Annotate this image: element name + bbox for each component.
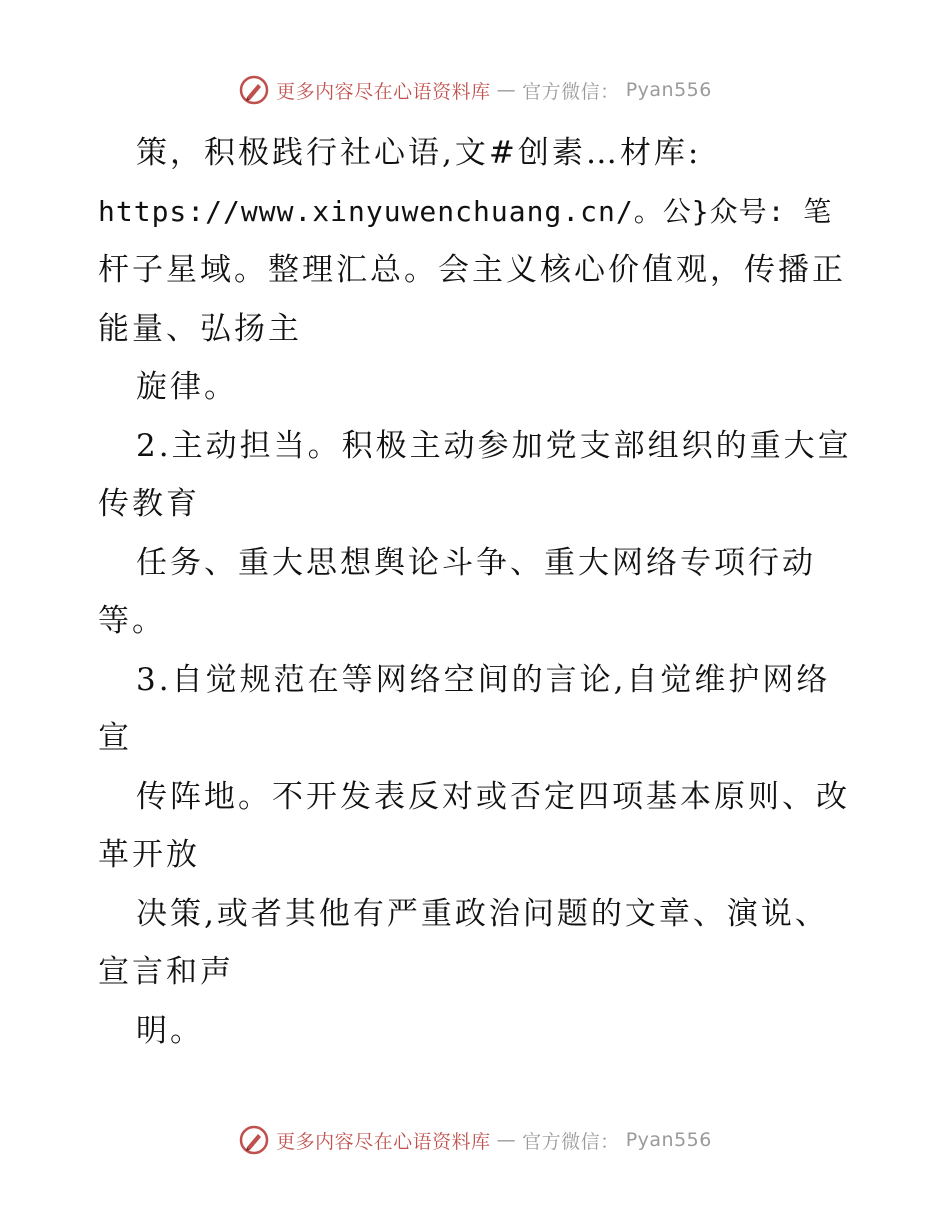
body-line: 2.主动担当。积极主动参加党支部组织的重大宣 [136, 427, 852, 464]
header-banner [0, 70, 950, 110]
pen-logo-icon [238, 1124, 270, 1156]
pen-logo-icon [238, 74, 270, 106]
body-line: 宣 [98, 720, 132, 756]
body-line: 决策,或者其他有严重政治问题的文章、演说、 [136, 895, 829, 932]
body-line: 传教育 [98, 486, 200, 522]
footer-banner [0, 1120, 950, 1160]
body-line: 明。 [136, 1012, 204, 1049]
body-line: https://www.xinyuwenchuang.cn/。公}众号: 笔 [98, 194, 833, 228]
body-line: 3.自觉规范在等网络空间的言论,自觉维护网络 [136, 661, 831, 698]
body-line: 传阵地。不开发表反对或否定四项基本原则、改 [136, 778, 850, 815]
body-line: 旋律。 [136, 369, 238, 405]
body-line: 策，积极践行社心语,文#创素…材库: [136, 135, 702, 171]
banner-text: 更多内容尽在心语资料库 [276, 80, 491, 103]
body-line: 能量、弘扬主 [98, 310, 302, 347]
banner-separator: — [496, 79, 517, 101]
body-line: 杆子星域。整理汇总。会主义核心价值观，传播正 [98, 252, 846, 288]
banner-text: 更多内容尽在心语资料库 [276, 1130, 491, 1153]
body-line: 革开放 [98, 837, 200, 873]
body-line: 等。 [98, 603, 166, 639]
banner-official-label: 官方微信： [522, 80, 620, 103]
banner-wechat-id: Pyan556 [625, 79, 712, 101]
banner-official-label: 官方微信： [522, 1130, 620, 1153]
banner-separator: — [496, 1129, 517, 1151]
body-line: 任务、重大思想舆论斗争、重大网络专项行动 [136, 544, 816, 581]
body-line: 宣言和声 [98, 954, 234, 990]
banner-wechat-id: Pyan556 [625, 1129, 712, 1151]
document-body [98, 124, 858, 1060]
